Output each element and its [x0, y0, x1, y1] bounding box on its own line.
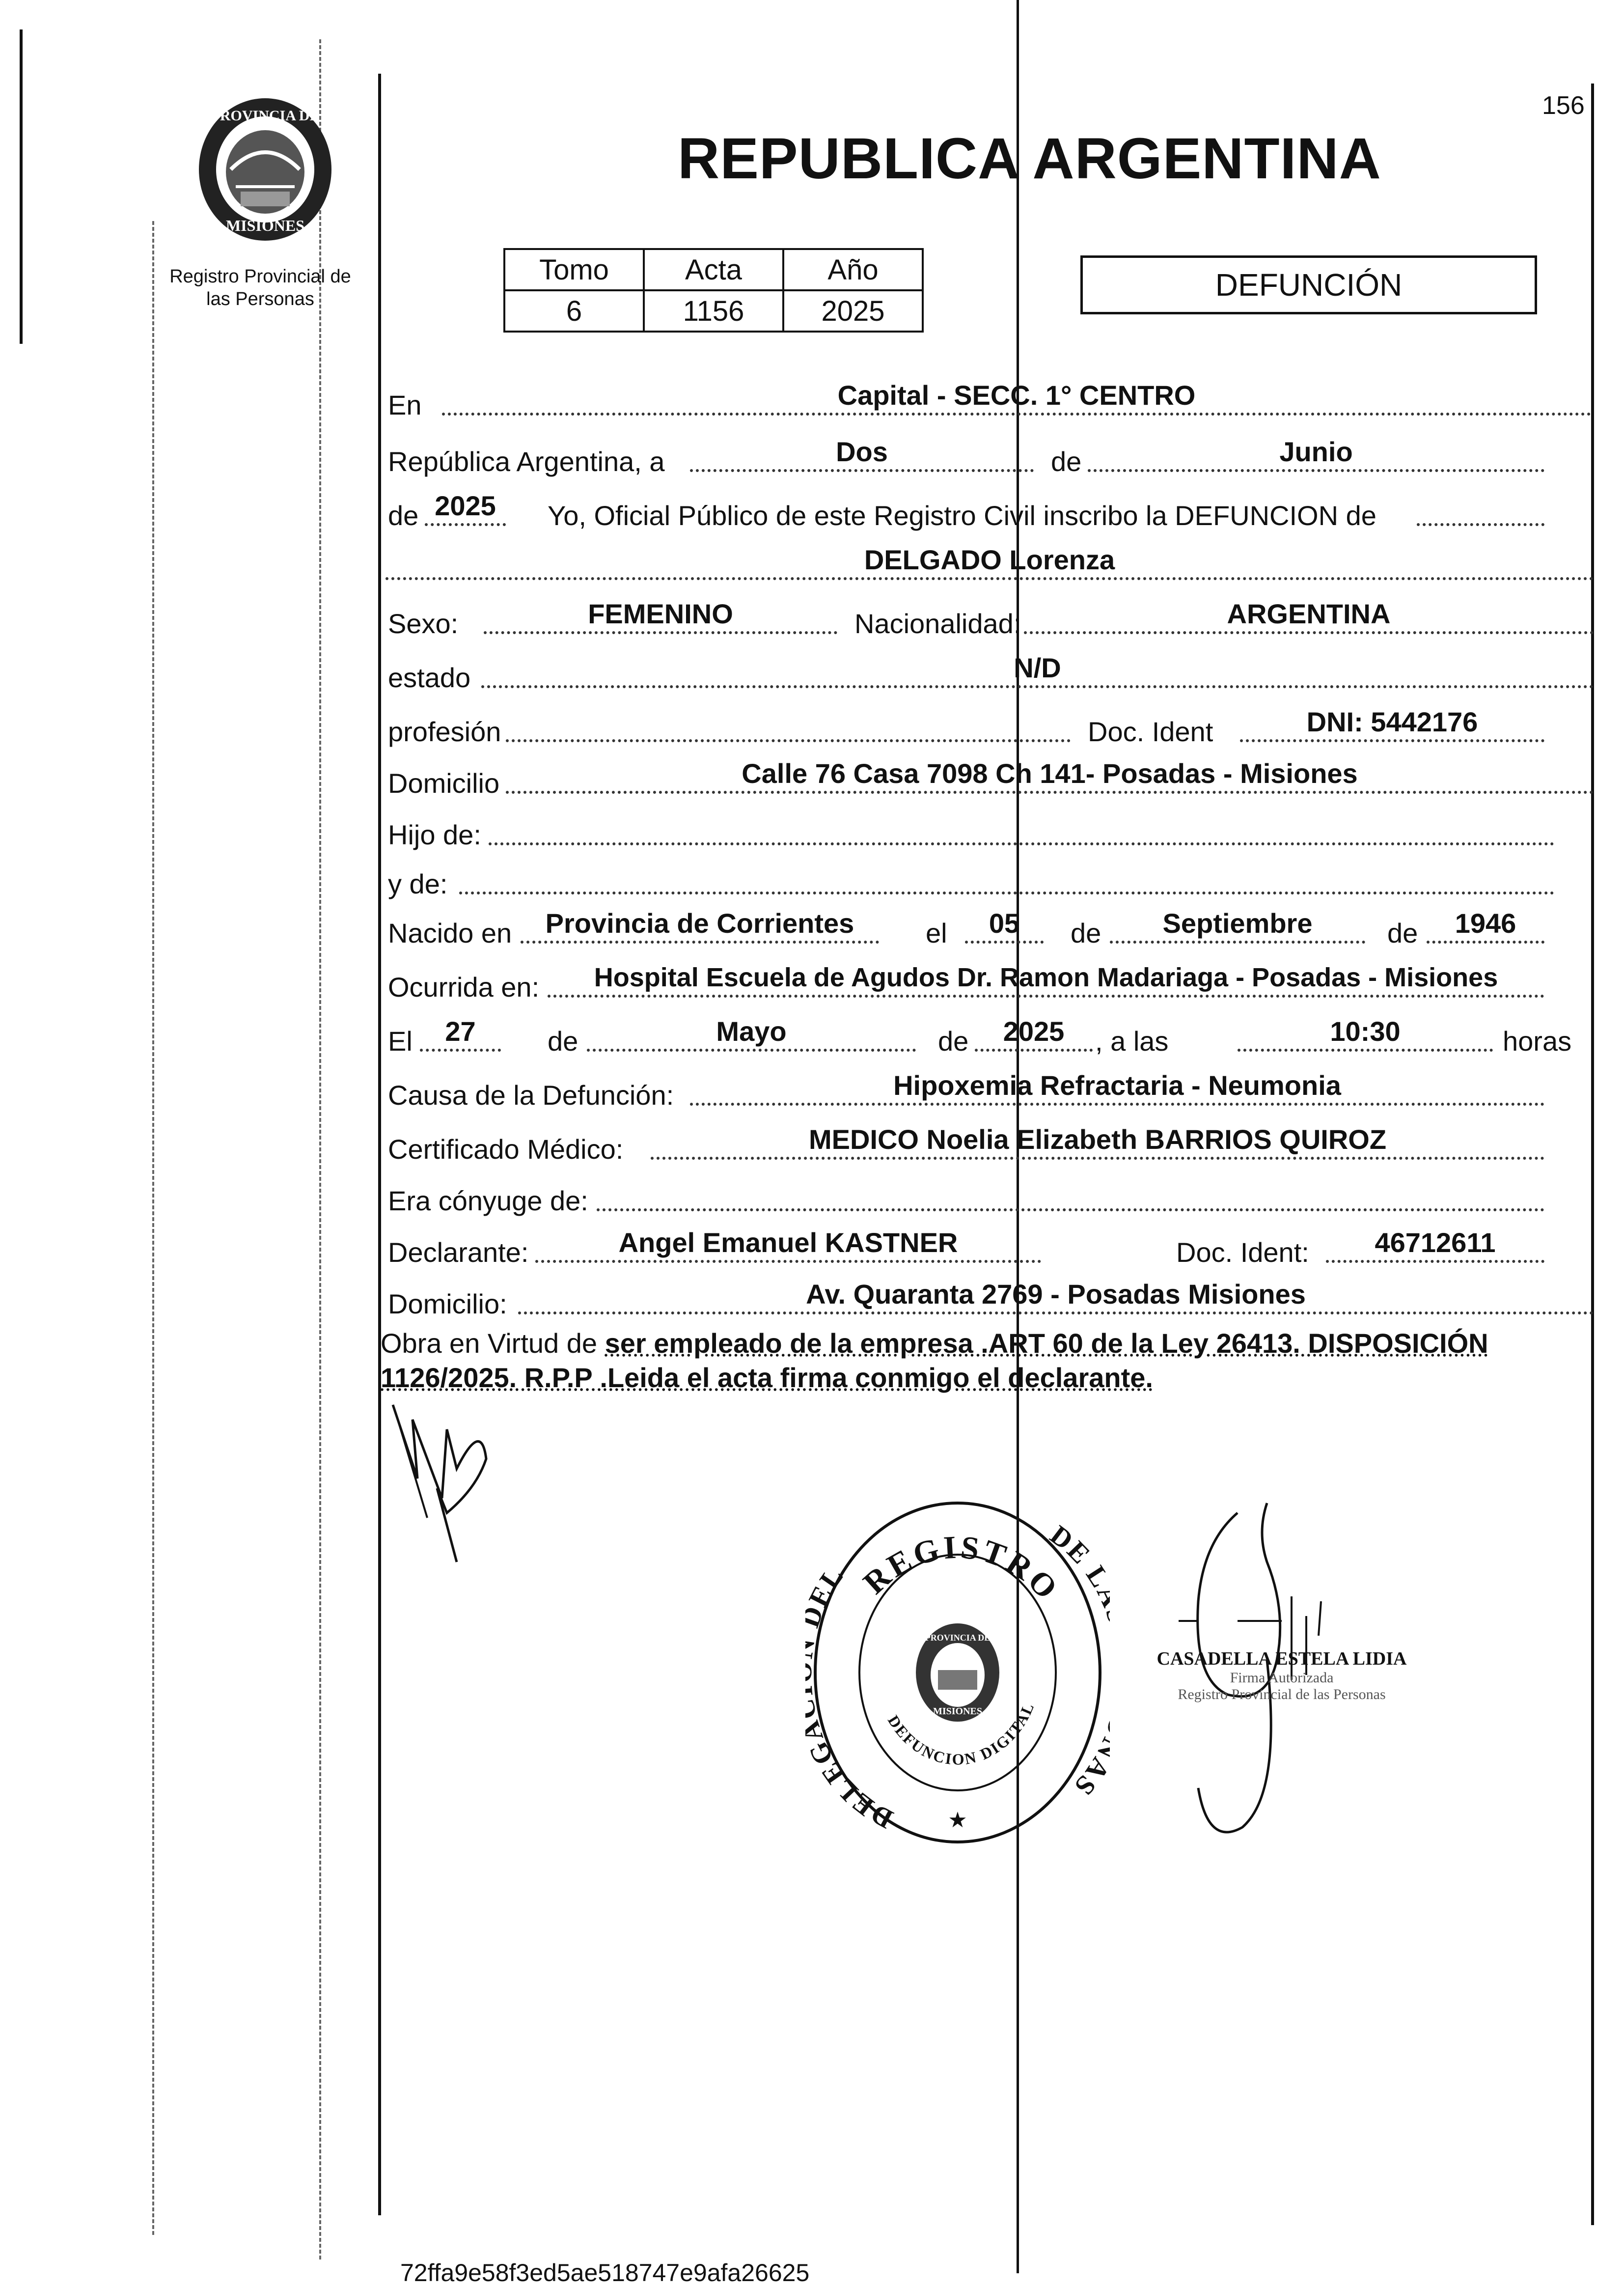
- field-nacido: Provincia de Corrientes: [521, 906, 879, 944]
- field-doc-ident2: 46712611: [1326, 1226, 1544, 1263]
- field-causa: Hipoxemia Refractaria - Neumonia: [690, 1068, 1544, 1106]
- field-hijo: [489, 808, 1554, 845]
- field-conyuge: [597, 1174, 1544, 1211]
- row-conyuge: [385, 1174, 1594, 1223]
- field-month-text: Junio: [1088, 435, 1544, 472]
- seal-top-text: REGISTRO: [856, 1529, 1067, 1608]
- record-value-acta: 1156: [644, 290, 783, 332]
- label-de-month: de: [1051, 446, 1082, 477]
- label-de-birth-year: de: [1387, 918, 1418, 948]
- label-horas: horas: [1503, 1026, 1572, 1057]
- label-causa: Causa de la Defunción:: [388, 1080, 674, 1111]
- field-domicilio2: Av. Quaranta 2769 - Posadas Misiones: [518, 1277, 1594, 1314]
- row-republica: [385, 435, 1594, 484]
- label-obra: Obra en Virtud de: [381, 1328, 598, 1359]
- left-fold-line: [152, 221, 154, 2235]
- label-de-year: de: [388, 500, 419, 531]
- label-republica: República Argentina, a: [388, 446, 665, 477]
- row-profesion: [385, 705, 1594, 754]
- logo-bottom-text: MISIONES: [225, 217, 305, 234]
- field-death-year: 2025: [975, 1014, 1093, 1052]
- official-org: Registro Provincial de las Personas: [1178, 1686, 1386, 1702]
- label-ocurrida: Ocurrida en:: [388, 972, 540, 1003]
- seal-center-bottom-text: MISIONES: [933, 1706, 983, 1717]
- registry-label-line2: las Personas: [206, 289, 314, 309]
- label-certificado: Certificado Médico:: [388, 1134, 624, 1165]
- seal-inner-text: DEFUNCION DIGITAL: [884, 1699, 1038, 1768]
- label-en: En: [388, 390, 422, 420]
- row-fecha-defuncion: [385, 1014, 1594, 1063]
- field-day-text: Dos: [690, 435, 1034, 472]
- label-domicilio: Domicilio: [388, 768, 500, 799]
- page-number: 156: [1542, 91, 1585, 120]
- page-title: REPUBLICA ARGENTINA: [678, 126, 1381, 191]
- record-value-anio: 2025: [783, 290, 923, 332]
- seal-right-text: DE S: [1044, 1519, 1102, 1803]
- label-de-birth-month: de: [1071, 918, 1101, 948]
- logo-top-text: PROVINCIA DE: [211, 108, 320, 124]
- left-fold-line-2: [319, 39, 321, 2259]
- document-type-box: DEFUNCIÓN: [1080, 255, 1537, 314]
- seal-center-top-text: PROVINCIA DE: [925, 1633, 991, 1643]
- field-death-time: 10:30: [1238, 1014, 1493, 1052]
- field-yde: [459, 857, 1554, 894]
- document-hash: 72ffa9e58f3ed5ae518747e9afa26625: [400, 2259, 810, 2287]
- label-declarante: Declarante:: [388, 1237, 529, 1268]
- official-role: Firma Autorizada: [1230, 1670, 1334, 1686]
- row-domicilio2: [385, 1277, 1594, 1326]
- label-nacionalidad: Nacionalidad:: [854, 608, 1021, 639]
- field-domicilio: Calle 76 Casa 7098 Ch 141- Posadas - Misiones: [506, 756, 1594, 794]
- record-table-values: [504, 290, 923, 332]
- label-hijo: Hijo de:: [388, 819, 481, 850]
- label-sexo: Sexo:: [388, 608, 459, 639]
- label-nacido: Nacido en: [388, 918, 512, 948]
- obra-paragraph: [381, 1326, 1594, 1395]
- row-certificado: [385, 1122, 1594, 1171]
- field-en: Capital - SECC. 1° CENTRO: [442, 378, 1591, 416]
- province-logo: [189, 88, 341, 246]
- row-domicilio: [385, 756, 1594, 806]
- field-estado: N/D: [481, 651, 1594, 688]
- label-yo: Yo, Oficial Público de este Registro Civil inscribo la DEFUNCION de: [548, 500, 1376, 531]
- label-alas: , a las: [1095, 1026, 1169, 1057]
- label-el: el: [926, 918, 947, 948]
- seal-left-text: DELEG EL: [805, 1560, 898, 1835]
- row-sexo: [385, 597, 1594, 646]
- field-deceased-name: DELGADO Lorenza: [385, 543, 1594, 580]
- field-birth-month: Septiembre: [1110, 906, 1365, 944]
- row-declarante: [385, 1226, 1594, 1275]
- field-doc-ident: DNI: 5442176: [1240, 705, 1544, 742]
- label-de-death-year: de: [938, 1026, 969, 1057]
- field-certificado: MEDICO Noelia Elizabeth BARRIOS QUIROZ: [651, 1122, 1544, 1160]
- field-nacionalidad: ARGENTINA: [1024, 597, 1594, 634]
- official-seal: [805, 1493, 1110, 1852]
- label-de-death-month: de: [548, 1026, 578, 1057]
- field-year: 2025: [425, 489, 506, 526]
- left-border-line: [378, 74, 381, 2215]
- field-ocurrida: Hospital Escuela de Agudos Dr. Ramon Madariaga - Posadas - Misiones: [548, 960, 1544, 998]
- label-el2: El: [388, 1026, 413, 1057]
- label-estado: estado: [388, 662, 471, 693]
- field-obra: ser empleado de la empresa .ART 60 de la Ley 26413. DISPOSICIÓN 1126/2025. R.P.P .Leida el acta firma conmigo el declarante.: [381, 1328, 1488, 1393]
- record-header-acta: Acta: [644, 249, 783, 290]
- row-deceased-name: [385, 543, 1594, 592]
- label-doc-ident2: Doc. Ident:: [1176, 1237, 1309, 1268]
- field-death-day: 27: [420, 1014, 501, 1052]
- label-profesion: profesión: [388, 716, 501, 747]
- label-yde: y de:: [388, 868, 448, 899]
- field-yo-trail: [1417, 489, 1544, 526]
- row-yde: [385, 857, 1594, 906]
- record-table-header: [504, 249, 923, 290]
- record-table: [503, 248, 924, 333]
- field-birth-year: 1946: [1427, 906, 1544, 944]
- declarant-signature: [383, 1390, 511, 1577]
- record-header-anio: Año: [783, 249, 923, 290]
- svg-text:DELEGACIÓN DEL: [805, 1560, 898, 1834]
- field-declarante: Angel Emanuel KASTNER: [535, 1226, 1041, 1263]
- label-domicilio2: Domicilio:: [388, 1288, 507, 1319]
- registry-label-line1: Registro Provincial de: [169, 266, 351, 287]
- registry-label: [152, 265, 368, 310]
- row-causa: [385, 1068, 1594, 1117]
- field-death-month: Mayo: [587, 1014, 916, 1052]
- field-profesion: [506, 705, 1071, 742]
- row-estado: [385, 651, 1594, 700]
- label-doc-ident: Doc. Ident: [1088, 716, 1213, 747]
- row-hijo: [385, 808, 1594, 857]
- record-value-tomo: 6: [504, 290, 644, 332]
- official-stamp: [1134, 1648, 1429, 1703]
- row-nacido: [385, 906, 1594, 955]
- seal-star-icon: ★: [948, 1808, 967, 1832]
- row-yo: [385, 489, 1594, 538]
- field-birth-day: 05: [965, 906, 1044, 944]
- label-conyuge: Era cónyuge de:: [388, 1185, 588, 1216]
- row-en: [385, 378, 1594, 427]
- field-sexo: FEMENINO: [484, 597, 837, 634]
- official-name: CASADELLA ESTELA LIDIA: [1156, 1648, 1407, 1669]
- row-ocurrida: [385, 960, 1594, 1009]
- left-margin-mark: [20, 29, 23, 344]
- record-header-tomo: Tomo: [504, 249, 644, 290]
- svg-text:REGISTRO: [856, 1529, 1066, 1608]
